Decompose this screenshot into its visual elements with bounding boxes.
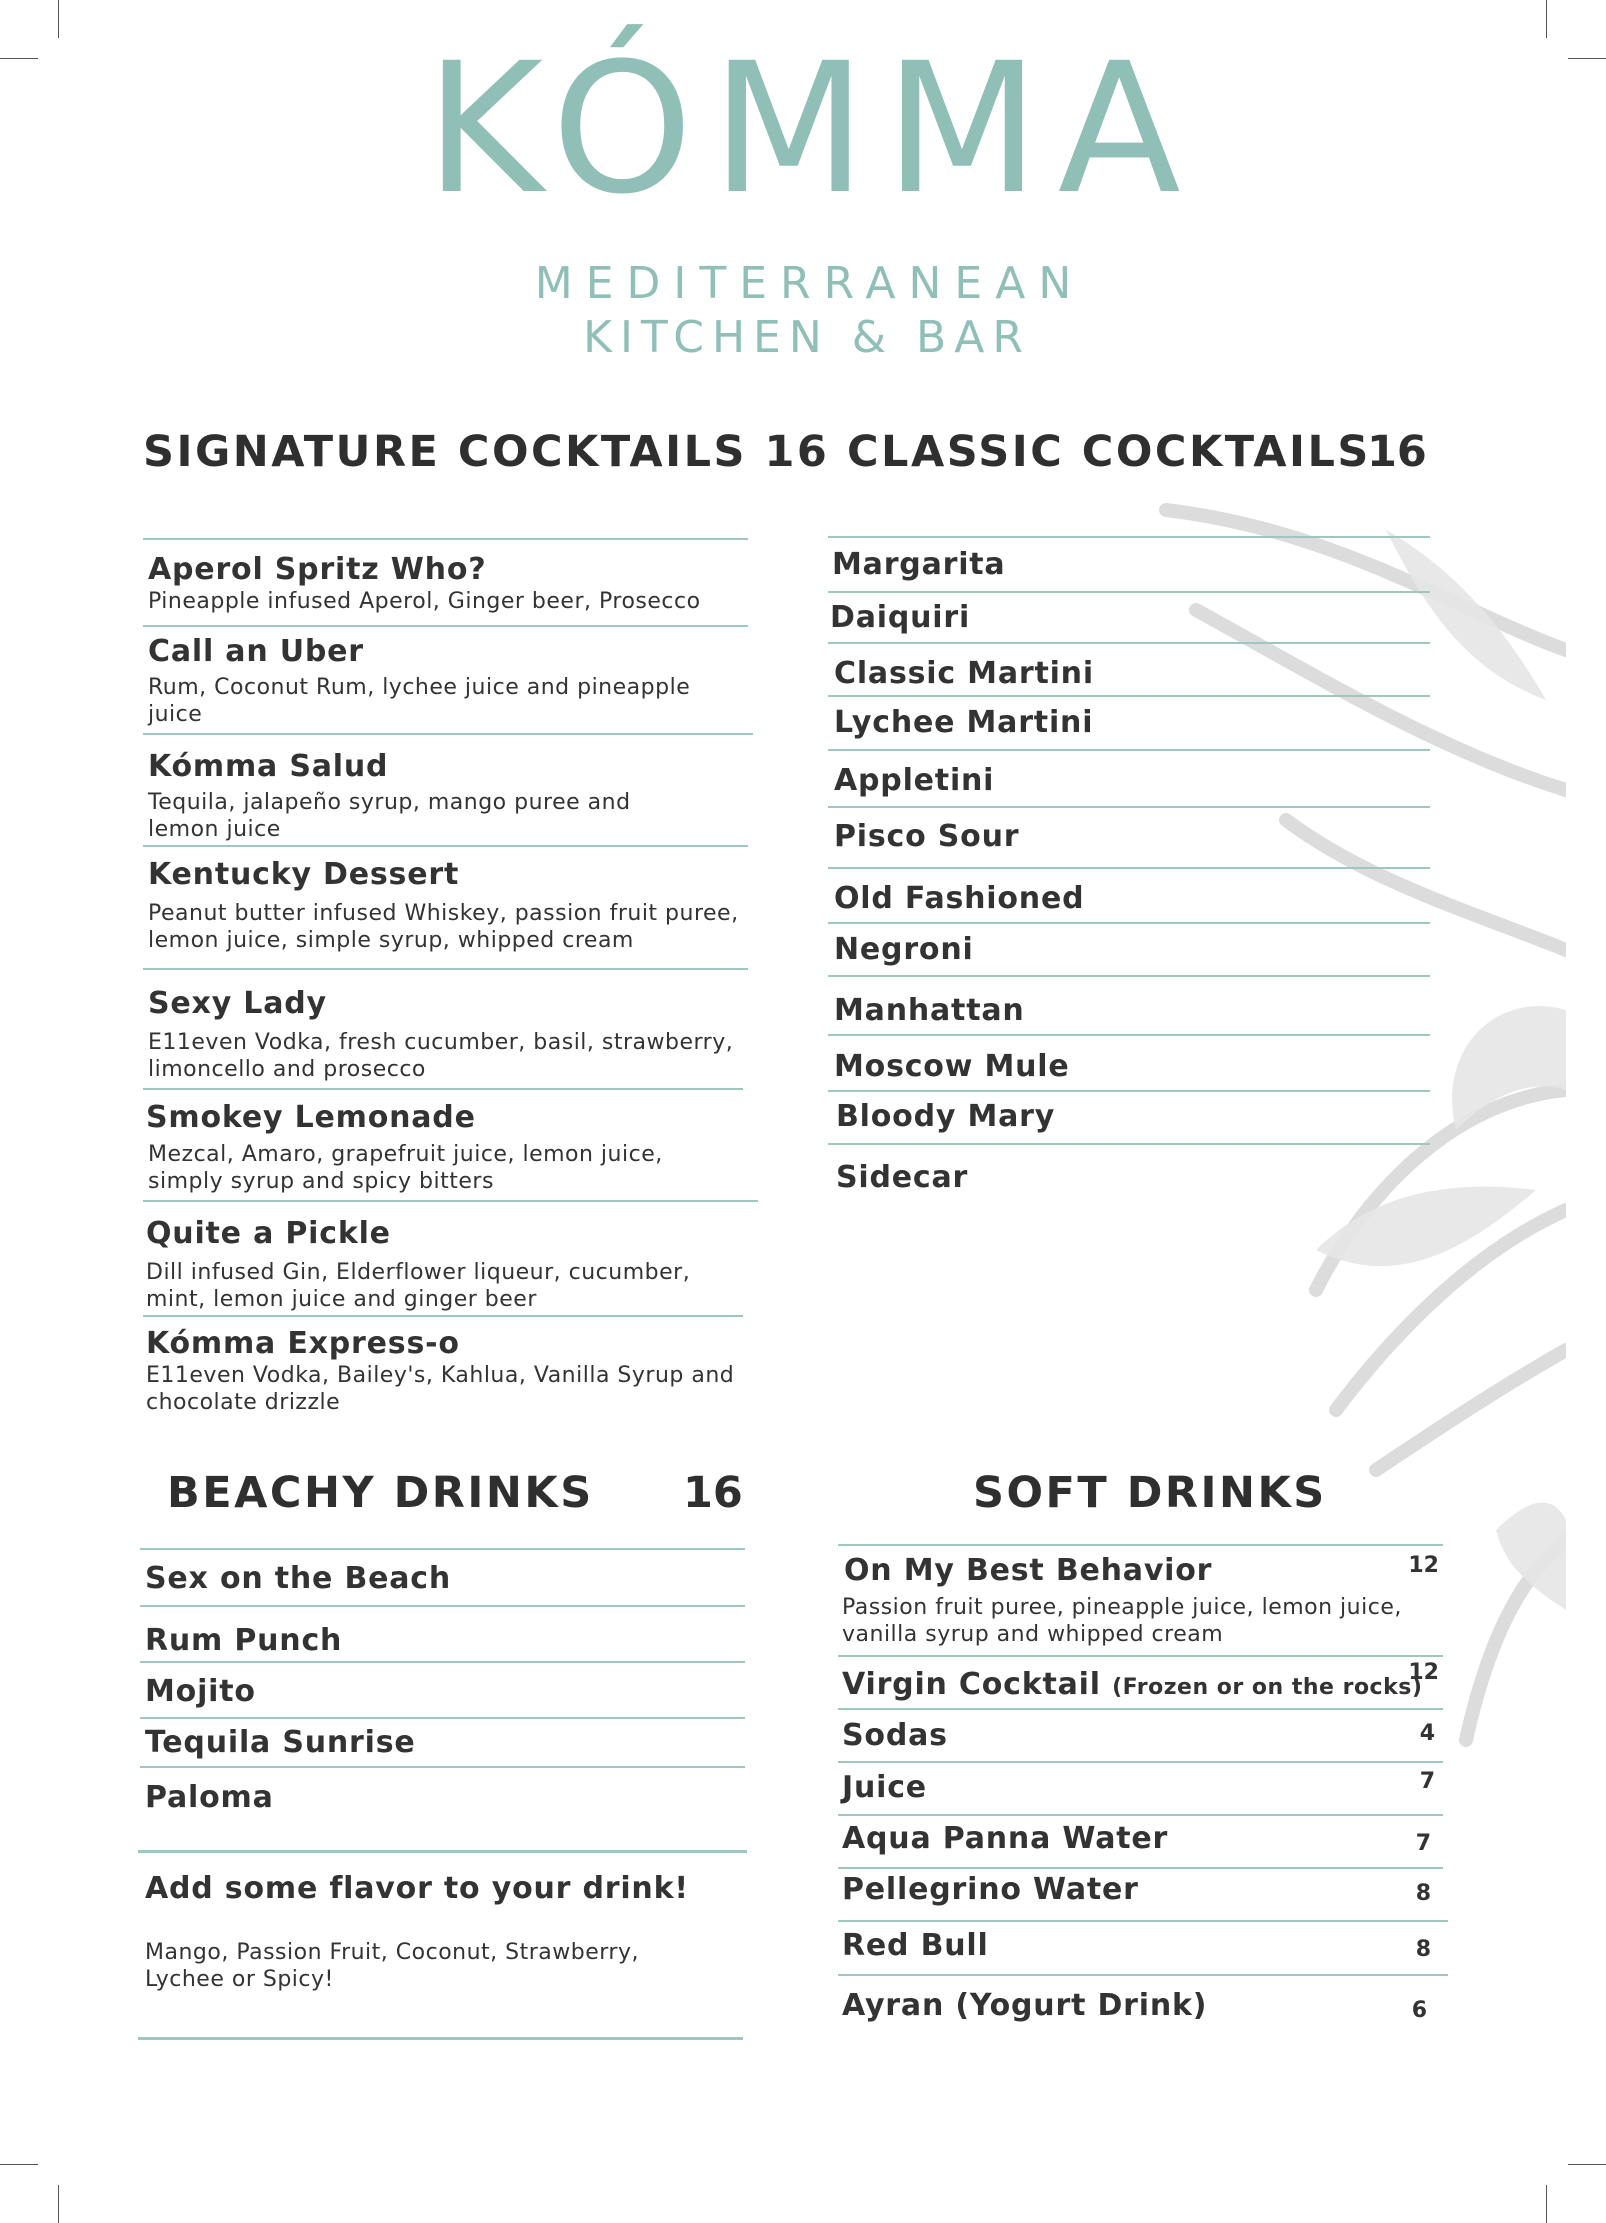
signature-item-name: Aperol Spritz Who? [148,552,487,587]
virgin-cocktail-label: Virgin Cocktail [842,1667,1101,1702]
soft-item-name [842,1667,1422,1702]
crop-mark [1546,0,1547,38]
soft-item-price: 8 [1415,1937,1431,1962]
beachy-item: Tequila Sunrise [145,1725,416,1760]
classic-item: Moscow Mule [834,1049,1070,1084]
beachy-item: Paloma [145,1780,274,1815]
soft-item-desc: Passion fruit puree, pineapple juice, lemon juice, vanilla syrup and whipped cream [842,1595,1402,1647]
leaf-illustration [1136,490,1566,1870]
divider [828,695,1430,697]
soft-item-price: 8 [1415,1881,1431,1906]
signature-item-desc: Mezcal, Amaro, grapefruit juice, lemon juice, simply syrup and spicy bitters [148,1142,663,1194]
divider [143,625,748,627]
signature-item-name: Call an Uber [148,634,364,669]
signature-cocktails-heading: SIGNATURE COCKTAILS 16 [143,427,830,477]
leaf-shape [1316,1187,1536,1266]
classic-item: Margarita [832,547,1006,582]
flavor-addon-title: Add some flavor to your drink! [145,1871,689,1906]
divider [140,1766,745,1768]
soft-item-price: 7 [1419,1769,1435,1794]
brand-tagline-line2: KITCHEN & BAR [583,312,1031,363]
soft-item-name: Juice [842,1770,927,1805]
divider [138,1850,747,1853]
divider [143,733,753,735]
brand-tagline-line1: MEDITERRANEAN [534,258,1085,309]
divider [140,1605,745,1607]
classic-item: Sidecar [836,1160,969,1195]
divider [828,591,1430,593]
leaf-shape [1452,1006,1566,1130]
brand-logo [0,25,1606,363]
classic-item: Manhattan [834,993,1025,1028]
soft-item-name: Aqua Panna Water [842,1821,1169,1856]
leaf-stroke [1376,1350,1566,1470]
soft-item-price: 6 [1411,1998,1427,2023]
divider [140,1548,745,1550]
classic-item: Classic Martini [834,656,1094,691]
soft-item-price: 12 [1408,1553,1439,1578]
signature-item-desc: Tequila, jalapeño syrup, mango puree and lemon juice [148,790,631,842]
signature-item-desc: E11even Vodka, Bailey's, Kahlua, Vanilla Syrup and chocolate drizzle [146,1363,735,1415]
divider [838,1761,1443,1763]
leaf-shape [1386,530,1546,700]
soft-item-price: 4 [1419,1721,1435,1746]
divider [140,1661,745,1663]
signature-item-desc: Dill infused Gin, Elderflower liqueur, cucumber, mint, lemon juice and ginger beer [146,1260,691,1312]
divider [838,1708,1443,1710]
soft-item-name: Sodas [842,1718,948,1753]
divider [828,867,1430,869]
signature-item-name: Kómma Express-o [146,1326,460,1361]
leaf-stroke [1286,820,1566,950]
divider [838,1920,1448,1922]
crop-mark [1546,2185,1547,2223]
divider [143,1315,743,1317]
divider [828,536,1430,538]
beachy-item: Sex on the Beach [145,1561,452,1596]
divider [828,749,1430,751]
signature-item-name: Quite a Pickle [146,1216,391,1251]
beachy-drinks-heading: BEACHY DRINKS [167,1468,594,1518]
classic-cocktails-price: 16 [1367,427,1427,477]
soft-item-price: 7 [1415,1831,1431,1856]
crop-mark [0,2164,38,2165]
classic-item: Old Fashioned [834,881,1085,916]
classic-item: Negroni [834,932,974,967]
divider [838,1974,1448,1976]
signature-item-name: Sexy Lady [148,986,327,1021]
classic-item: Bloody Mary [836,1099,1056,1134]
beachy-item: Rum Punch [145,1623,343,1658]
divider [828,1143,1430,1145]
crop-mark [58,2185,59,2223]
signature-item-desc: Pineapple infused Aperol, Ginger beer, Prosecco [148,589,701,614]
soft-drinks-heading: SOFT DRINKS [973,1468,1327,1518]
virgin-cocktail-note: (Frozen or on the rocks) [1112,1675,1423,1700]
signature-item-name: Smokey Lemonade [146,1100,476,1135]
divider [828,806,1430,808]
divider [143,968,748,970]
divider [838,1655,1443,1657]
leaf-stroke [1196,610,1566,790]
divider [143,1088,743,1090]
flavor-addon-desc: Mango, Passion Fruit, Coconut, Strawberry, Lychee or Spicy! [145,1940,639,1992]
divider [838,1814,1443,1816]
divider [828,922,1430,924]
crop-mark [1568,2164,1606,2165]
signature-item-desc: E11even Vodka, fresh cucumber, basil, strawberry, limoncello and prosecco [148,1030,734,1082]
divider [828,642,1430,644]
classic-item: Lychee Martini [834,705,1094,740]
beachy-drinks-price: 16 [683,1468,743,1518]
soft-item-name: Pellegrino Water [842,1872,1139,1907]
classic-item: Appletini [834,763,995,798]
divider [143,1200,758,1202]
signature-item-desc: Peanut butter infused Whiskey, passion fruit puree, lemon juice, simple syrup, whipped cream [148,901,739,953]
divider [828,975,1430,977]
divider [828,1090,1430,1092]
beachy-item: Mojito [145,1674,256,1709]
brand-name: KÓMMA [425,25,1199,234]
crop-mark [58,0,59,38]
divider [138,2037,743,2040]
signature-item-name: Kentucky Dessert [148,857,460,892]
signature-item-name: Kómma Salud [148,749,389,784]
leaf-shape [1496,1503,1566,1611]
classic-cocktails-heading: CLASSIC COCKTAILS [847,427,1371,477]
soft-item-price: 12 [1408,1660,1439,1685]
soft-item-name: Red Bull [842,1928,989,1963]
classic-item: Daiquiri [830,600,971,635]
classic-item: Pisco Sour [834,819,1020,854]
divider [828,1034,1430,1036]
divider [838,1867,1443,1869]
divider [838,1544,1443,1546]
soft-item-name: On My Best Behavior [844,1553,1213,1588]
divider [140,1717,745,1719]
soft-item-name: Ayran (Yogurt Drink) [842,1988,1208,2023]
divider [143,538,748,540]
signature-item-desc: Rum, Coconut Rum, lychee juice and pineapple juice [148,675,691,727]
divider [143,845,748,847]
